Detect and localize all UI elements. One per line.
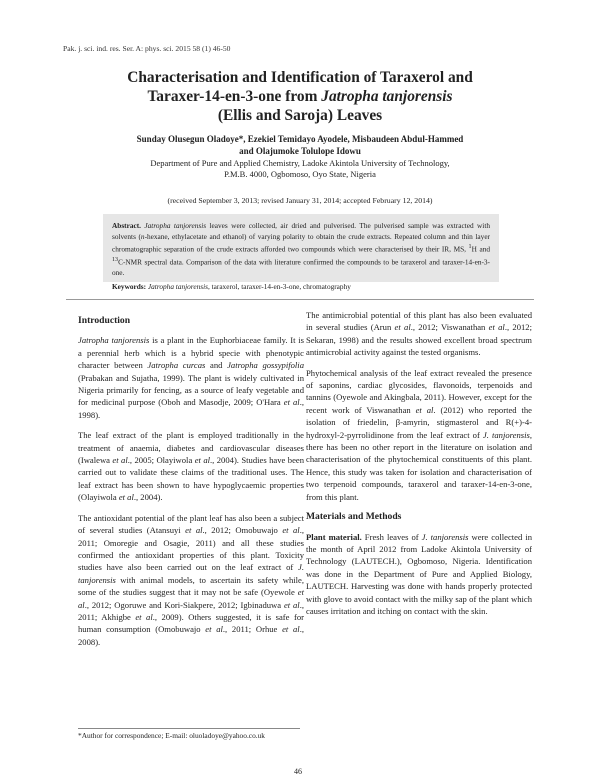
intro-paragraph-1 <box>78 334 304 421</box>
abstract-species: Jatropha tanjorensis <box>144 221 207 230</box>
p-text: with animal models, to ascertain its safety while, some of the studies suggest that it may not be safe (Oyewole <box>78 574 304 598</box>
footnote-divider <box>78 728 300 729</box>
left-column <box>78 313 304 656</box>
p-italic: J. tanjorensis <box>421 531 469 542</box>
p-text: (Prabakan and Sujatha, 1999). The plant is widely cultivated in Nigeria primarily for fencing, as a source of leafy vegetable and for medicinal purpose (Oboh and Masodje, 2009; O'Hara <box>78 372 304 408</box>
p-italic: et al <box>282 525 300 536</box>
p-italic: J. tanjorensis <box>78 562 304 585</box>
author-list <box>60 133 540 157</box>
journal-citation: Pak. j. sci. ind. res. Ser. A: phys. sci. 2015 58 (1) 46-50 <box>63 44 231 53</box>
keywords-species: Jatropha tanjorensis <box>147 282 208 291</box>
p-italic: et al <box>283 599 300 610</box>
p-text: , there has been no other report in the literature on isolation and characterisation of the phytochemical constituents of this plant. Hence, this study was taken for isolation and characterisation of two terpenoid compounds, taraxerol and taraxer-14-en-3-one, from this plant. <box>306 429 532 502</box>
authors-line-2: and Olajumoke Tolulope Idowu <box>239 146 361 156</box>
p-text: The antioxidant potential of the plant leaf has also been a subject of several studies (Atansuyi <box>78 512 304 536</box>
introduction-heading: Introduction <box>78 315 131 326</box>
p-italic: et al <box>194 455 211 466</box>
intro-paragraph-2 <box>78 429 304 503</box>
keywords-label: Keywords: <box>112 282 147 291</box>
abstract-label: Abstract. <box>112 221 141 230</box>
abstract <box>103 214 499 282</box>
p-text: and <box>205 360 228 371</box>
p-italic: et al <box>394 322 411 333</box>
intro-paragraph-3 <box>78 512 304 648</box>
intro-paragraph-5 <box>306 367 532 503</box>
p-text: ., 2004). Studies have been carried out to validate these claims of the traditional uses. The leaf extract has been shown to have hypoglycaemic properties (Olayiwola <box>78 455 304 503</box>
p-italic: et al <box>282 624 300 635</box>
p-text: ., 2012; Viswanathan <box>410 322 489 333</box>
p-italic: J. tanjorensis <box>482 429 530 440</box>
abstract-sup-13: 13 <box>112 257 119 264</box>
p-text: The leaf extract of the plant is employed traditionally in the treatment of anaemia, diabetes and cardiovascular diseases (Iwalewa <box>78 430 304 466</box>
title-line-3: (Ellis and Saroja) Leaves <box>217 107 383 124</box>
affiliation <box>60 158 540 180</box>
abstract-text-1: leaves were collected, air dried and pulverised. The pulverised sample was extracted with solvents ( <box>112 221 490 241</box>
p-italic: et al <box>283 397 300 408</box>
p-bold-label: Plant material. <box>306 531 362 542</box>
p-text: The antimicrobial potential of this plant has also been evaluated in several studies (Arun <box>306 310 532 333</box>
right-column <box>306 309 532 625</box>
p-italic: et al <box>488 322 505 333</box>
plant-material-paragraph <box>306 531 532 618</box>
p-text: Phytochemical analysis of the leaf extract revealed the presence of saponins, cardiac glycosides, flavonoids, terpenoids and tannins (Oyewole and Akingbala, 2011). However, except for the recent work of Viswanathan <box>306 367 532 415</box>
p-italic: et al <box>118 492 134 503</box>
p-text: ., 1998). <box>78 397 304 420</box>
p-text: . (2012) who reported the isolation of friedelin, β-amyrin, stigmasterol and R(+)-4-hydroxyl-2-pyrrolidinone from the leaf extract of <box>306 404 532 440</box>
title-line-1: Characterisation and Identification of Taraxerol and <box>127 69 473 86</box>
p-italic: et al <box>135 611 153 622</box>
correspondence-footnote: *Author for correspondence; E-mail: oluoladoye@yahoo.co.uk <box>78 731 265 740</box>
p-italic: Jatropha gossypifolia <box>227 360 304 371</box>
p-italic: et al <box>112 455 128 466</box>
p-text: ., 2012; Ogoruwe and Kori-Siakpere, 2012; Igbinaduwa <box>84 599 284 610</box>
intro-paragraph-4 <box>306 309 532 359</box>
p-italic: et al <box>205 624 223 635</box>
p-text: ., 2004). <box>133 492 163 503</box>
p-text: ., 2012; Sekaran, 1998) and the results showed excellent broad spectrum antimicrobial activity against the tested organisms. <box>306 322 532 358</box>
p-text: were collected in the month of April 2012 from Ladoke Akintola University of Technology (LAUTECH.), Ogbomoso, Nigeria. Identification was done in the Department of Pure and Applied Biology, LAUTECH. Harvesting was done with hands properly protected with glove to avoid contact with the milky sap of the plant which causes irritation and itching on contact with the skin. <box>306 531 533 616</box>
keywords <box>112 282 492 291</box>
title-species: Jatropha tanjorensis <box>321 88 453 105</box>
materials-methods-heading: Materials and Methods <box>306 511 402 523</box>
p-text: ., 2008). <box>78 624 304 647</box>
section-divider <box>66 299 534 300</box>
affiliation-line-2: P.M.B. 4000, Ogbomoso, Oyo State, Nigeria <box>224 169 376 179</box>
p-italic: et al <box>78 587 304 610</box>
received-dates: (received September 3, 2013; revised January 31, 2014; accepted February 12, 2014) <box>167 196 433 205</box>
title-line-2-text: Taraxer-14-en-3-one from <box>147 88 322 105</box>
p-italic: et al <box>185 525 203 536</box>
affiliation-line-1: Department of Pure and Applied Chemistry, Ladoke Akintola University of Technology, <box>150 158 450 168</box>
p-italic: Jatropha tanjorensis <box>78 335 150 346</box>
p-text: ., 2005; Olayiwola <box>127 455 195 466</box>
title-line-2 <box>60 87 540 106</box>
abstract-text-3: H and <box>471 244 490 254</box>
abstract-sup-1: 1 <box>468 244 472 251</box>
p-italic: et al <box>415 404 434 415</box>
p-text: ., 2011; Omoregie and Osagie, 2011) and all these studies confirmed the antioxidant properties of this plant. Toxicity studies have also been carried out on the leaf extract of <box>78 525 304 573</box>
abstract-text-4: C-NMR spectral data. Comparison of the data with literature confirmed the compounds to be taraxerol and taraxer-14-en-3-one. <box>112 257 490 278</box>
p-text: ., 2012; Omobuwajo <box>202 525 283 536</box>
p-text: ., 2011; Orhue <box>222 624 283 635</box>
p-text: is a plant in the Euphorbiaceae family. It is a perennial herb which is a hybrid specie with phenotypic character between <box>78 335 304 371</box>
p-italic: Jatropha curcas <box>147 360 206 371</box>
page-number: 46 <box>294 767 302 776</box>
authors-line-1: Sunday Olusegun Oladoye*, Ezekiel Temidayo Ayodele, Misbaudeen Abdul-Hammed <box>136 134 464 144</box>
p-text: ., 2009). Others suggested, it is safe for human consumption (Omobuwajo <box>78 611 304 635</box>
p-text: ., 2011; Akhigbe <box>78 599 304 622</box>
keywords-rest: , taraxerol, taraxer-14-en-3-one, chromatography <box>207 282 351 291</box>
abstract-n: n <box>140 231 145 241</box>
abstract-text-2: -hexane, ethylacetate and ethanol) of varying polarity to obtain the crude extracts. Repeated column and thin layer chromatographic separation of the crude extracts afforded two compounds which were characterised by their IR, MS, <box>112 231 490 254</box>
paper-title <box>60 68 540 125</box>
p-text: Fresh leaves of <box>361 531 422 542</box>
